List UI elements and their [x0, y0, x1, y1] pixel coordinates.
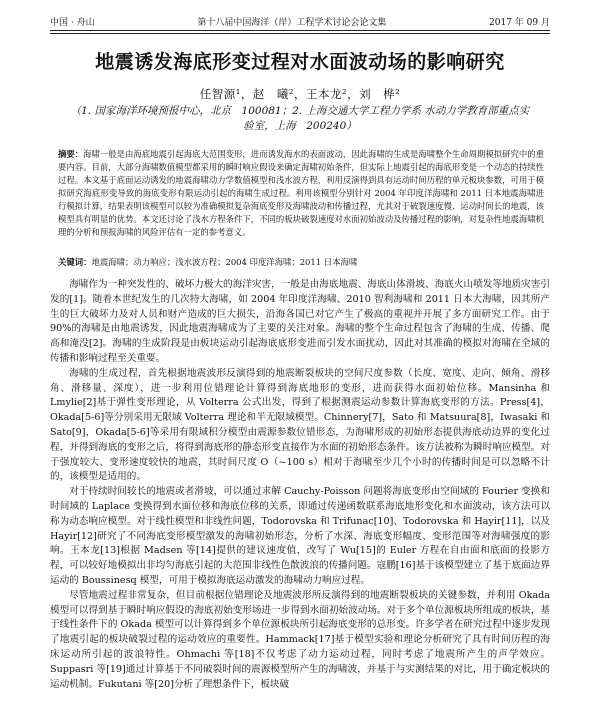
header-rule-thin [50, 33, 550, 34]
abstract-text: 海啸一般是由海底地震引起海底大范围变形，进而诱发海水的表面波动，因此海啸的生成是海啸整个生命周期模拟研究中的重要内容。目前，大部分海啸数值模型都采用的瞬时响应假设来确定海啸初始条件，但实际上地震引起的海底形变是一个动态的持续性过程。本文基于底面运动诱发的地震海啸动力学数值模型和浅水波方程，利用反演得到具有运动时间历程的单元板块参数，可用于模拟研究海底形变导致的海底变形有限运动引起的海啸生成过程。利用该模型分别针对 2004 年印度洋海啸和 2011 日本地震海啸进行模拟计算，结果表明该模型可以较为准确模拟复杂海底变形及海啸波动和传播过程，尤其对于破裂速度慢、运动时间长的地震，该模型具有明显的优势。本文还讨论了浅水方程条件下，不同的板块破裂速度对水面初始波动及传播过程的影响，对复杂性地震海啸机理的分析和预报海啸的风险评估有一定的参考意义。 [58, 149, 544, 237]
body-text [50, 278, 550, 692]
abstract [58, 148, 544, 239]
author-list: 任智源¹，赵 曦²，王本龙²，刘 桦² [199, 87, 401, 101]
body-paragraph: 海啸的生成过程，首先根据地震波形反演得到的地震断裂板块的空间尺度参数（长度、宽度、走向、倾角、滑移角、滑移量、深度），进一步利用位错理论计算得到海底地形的变形，进而获得水面初始位移。Mansinha 和 Lmylie[2]基于弹性变形理论，从 Volterra 公式出发，得到了根据测震运动参数计算海底变形的方法。Press[4]，Okada[5-6]等分别采用无限域 Volterra 理论和半无限域模型。Chinnery[7]，Sato 和 Matsuura[8]，Iwasaki 和 Sato[9]，Okada[5-6]等采用有限域积分模型由震源参数位错形态，为海啸形成的初始形态提供海底动边界的变化过程，并得到海底的变形之后，将得到海底形的静态形变直接作为水面的初始形态条件。该方法被称为瞬时响应模型。对于强度较大、变形速度较快的地震，其时间尺度 O（~100 s）相对于海啸至少几个小时的传播时间是可以忽略不计的，该模型是适用的。 [50, 367, 550, 483]
keywords [58, 256, 544, 268]
abstract-label: 摘要： [58, 149, 84, 159]
paper-title: 地震诱发海底形变过程对水面波动场的影响研究 [95, 51, 505, 73]
body-paragraph: 尽管地震过程非常复杂，但目前根据位错理论及地震波形所反演得到的地震断裂板块的关键参数，并利用 Okada 模型可以得到基于瞬时响应假设的海底初始变形场进一步得到水面初始波动场。对于多个单位源板块所组成的板块，基于线性条件下的 Okada 模型可以计算得到多个单位源板块所引起海底变形的总形变。许多学者在研究过程中逐步发现了地震引起的板块破裂过程的运动效应的重要性。Hammack[17]基于模型实验和理论分析研究了具有时间历程的海床运动所引起的波浪特性。Ohmachi 等[18]不仅考虑了动力运动过程，同时考虑了地震所产生的声学效应。Suppasri 等[19]通过计算基于不同破裂时间的震源模型所产生的海啸波，并基于与实测结果的对比，用于确定板块的运动机制。Fukutani 等[20]分析了理想条件下，板块破 [50, 589, 550, 690]
keywords-text: 地震海啸；动力响应；浅水波方程；2004 印度洋海啸；2011 日本海啸 [91, 257, 358, 267]
affiliations: （1. 国家海洋环境预报中心，北京 100081；2. 上海交通大学工程力学系 水动力学教育部重点实验室，上海 200240） [70, 105, 530, 132]
body-paragraph: 海啸作为一种突发性的、破坏力极大的海洋灾害，一般是由海底地震、海底山体滑坡、海底火山喷发等地质灾害引发的[1]。随着本世纪发生的几次特大海啸，如 2004 年印度洋海啸、2010 智利海啸和 2011 日本大海啸，因其所产生的巨大破坏力及对人员和财产造成的巨大损失，沿海各国已对它产生了极高的重视并开展了多方面研究工作。由于 90%的海啸是由地震诱发，因此地震海啸成为了主要的关注对象。海啸的整个生命过程包含了海啸的生成、传播、爬高和淹没[2]。海啸的生成阶段是由板块运动引起海底底形变进而引发水面扰动，因此对其准确的模拟对海啸在全域的传播和影响过程至关重要。 [50, 279, 550, 364]
header-rule-thick [50, 30, 550, 31]
body-paragraph: 对于持续时间较长的地震或者滑坡，可以通过求解 Cauchy-Poisson 问题将海底变形由空间域的 Fourier 变换和时间域的 Laplace 变换得到水面位移和海底位移的关系，即通过传递函数联系海底地形变化和水面波动，该方法可以称为动态响应模型。对于线性模型和非线性问题，Todorovska 和 Trifunac[10]、Todorovska 和 Hayir[11]，以及 Hayir[12]研究了不同海底变形模型激发的海啸初始形态，分析了水深、海底变形幅度、变形范围等对海啸强度的影响。王本龙[13]根据 Madsen 等[14]提供的建议速度值，改写了 Wu[15]的 Euler 方程在自由面和底面的投影方程，可以较好地模拟出非均匀海底引起的大范围非线性色散波浪的传播问题。寇鹏[16]基于该模型建立了基于底面边界运动的 Boussinesq 模型，可用于模拟海底运动激发的海啸动力响应过程。 [50, 486, 550, 586]
header-date: 2017 年 09 月 [489, 17, 550, 28]
header-proceedings: 第十八届中国海洋（岸）工程学术讨论会论文集 [197, 17, 387, 28]
running-header [50, 14, 550, 28]
keywords-label: 关键词： [58, 257, 92, 267]
header-location: 中国 · 舟山 [50, 17, 95, 28]
